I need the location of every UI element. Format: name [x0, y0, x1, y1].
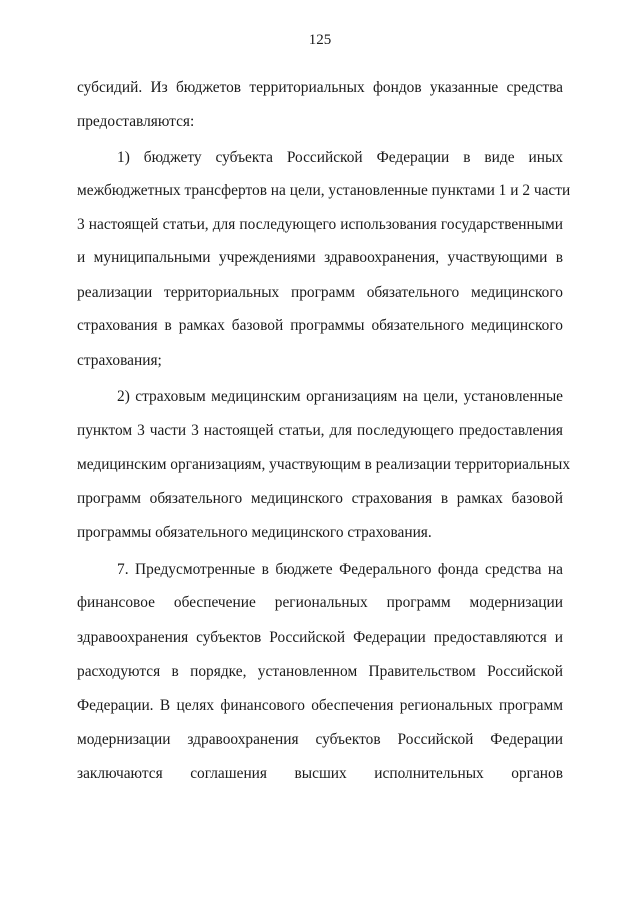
text-line: пунктом 3 части 3 настоящей статьи, для последующего предоставления: [77, 422, 563, 439]
text-line: 7. Предусмотренные в бюджете Федерального фонда средства на: [117, 561, 563, 578]
text-line: заключаются соглашения высших исполнительных органов: [77, 765, 563, 782]
text-line: 2) страховым медицинским организациям на цели, установленные: [117, 388, 563, 405]
text-line: реализации территориальных программ обязательного медицинского: [77, 284, 563, 301]
text-line: 1) бюджету субъекта Российской Федерации в виде иных: [117, 149, 563, 166]
text-line: и муниципальными учреждениями здравоохранения, участвующими в: [77, 249, 563, 266]
page-number: 125: [308, 32, 332, 48]
text-line: программ обязательного медицинского страхования в рамках базовой: [77, 490, 563, 507]
text-line: медицинским организациям, участвующим в реализации территориальных: [77, 456, 571, 473]
text-line: финансовое обеспечение региональных программ модернизации: [77, 594, 563, 611]
text-line: Федерации. В целях финансового обеспечения региональных программ: [77, 697, 563, 714]
text-line: здравоохранения субъектов Российской Федерации предоставляются и: [77, 629, 563, 646]
text-line: межбюджетных трансфертов на цели, установленные пунктами 1 и 2 части: [77, 182, 571, 199]
text-line: модернизации здравоохранения субъектов Российской Федерации: [77, 731, 563, 748]
text-line: страхования в рамках базовой программы обязательного медицинского: [77, 317, 563, 334]
text-line: 3 настоящей статьи, для последующего использования государственными: [77, 216, 563, 233]
text-line: предоставляются:: [77, 113, 195, 130]
text-line: расходуются в порядке, установленном Правительством Российской: [77, 663, 563, 680]
text-line: субсидий. Из бюджетов территориальных фондов указанные средства: [77, 79, 563, 96]
text-line: программы обязательного медицинского страхования.: [77, 524, 432, 541]
text-line: страхования;: [77, 352, 162, 369]
